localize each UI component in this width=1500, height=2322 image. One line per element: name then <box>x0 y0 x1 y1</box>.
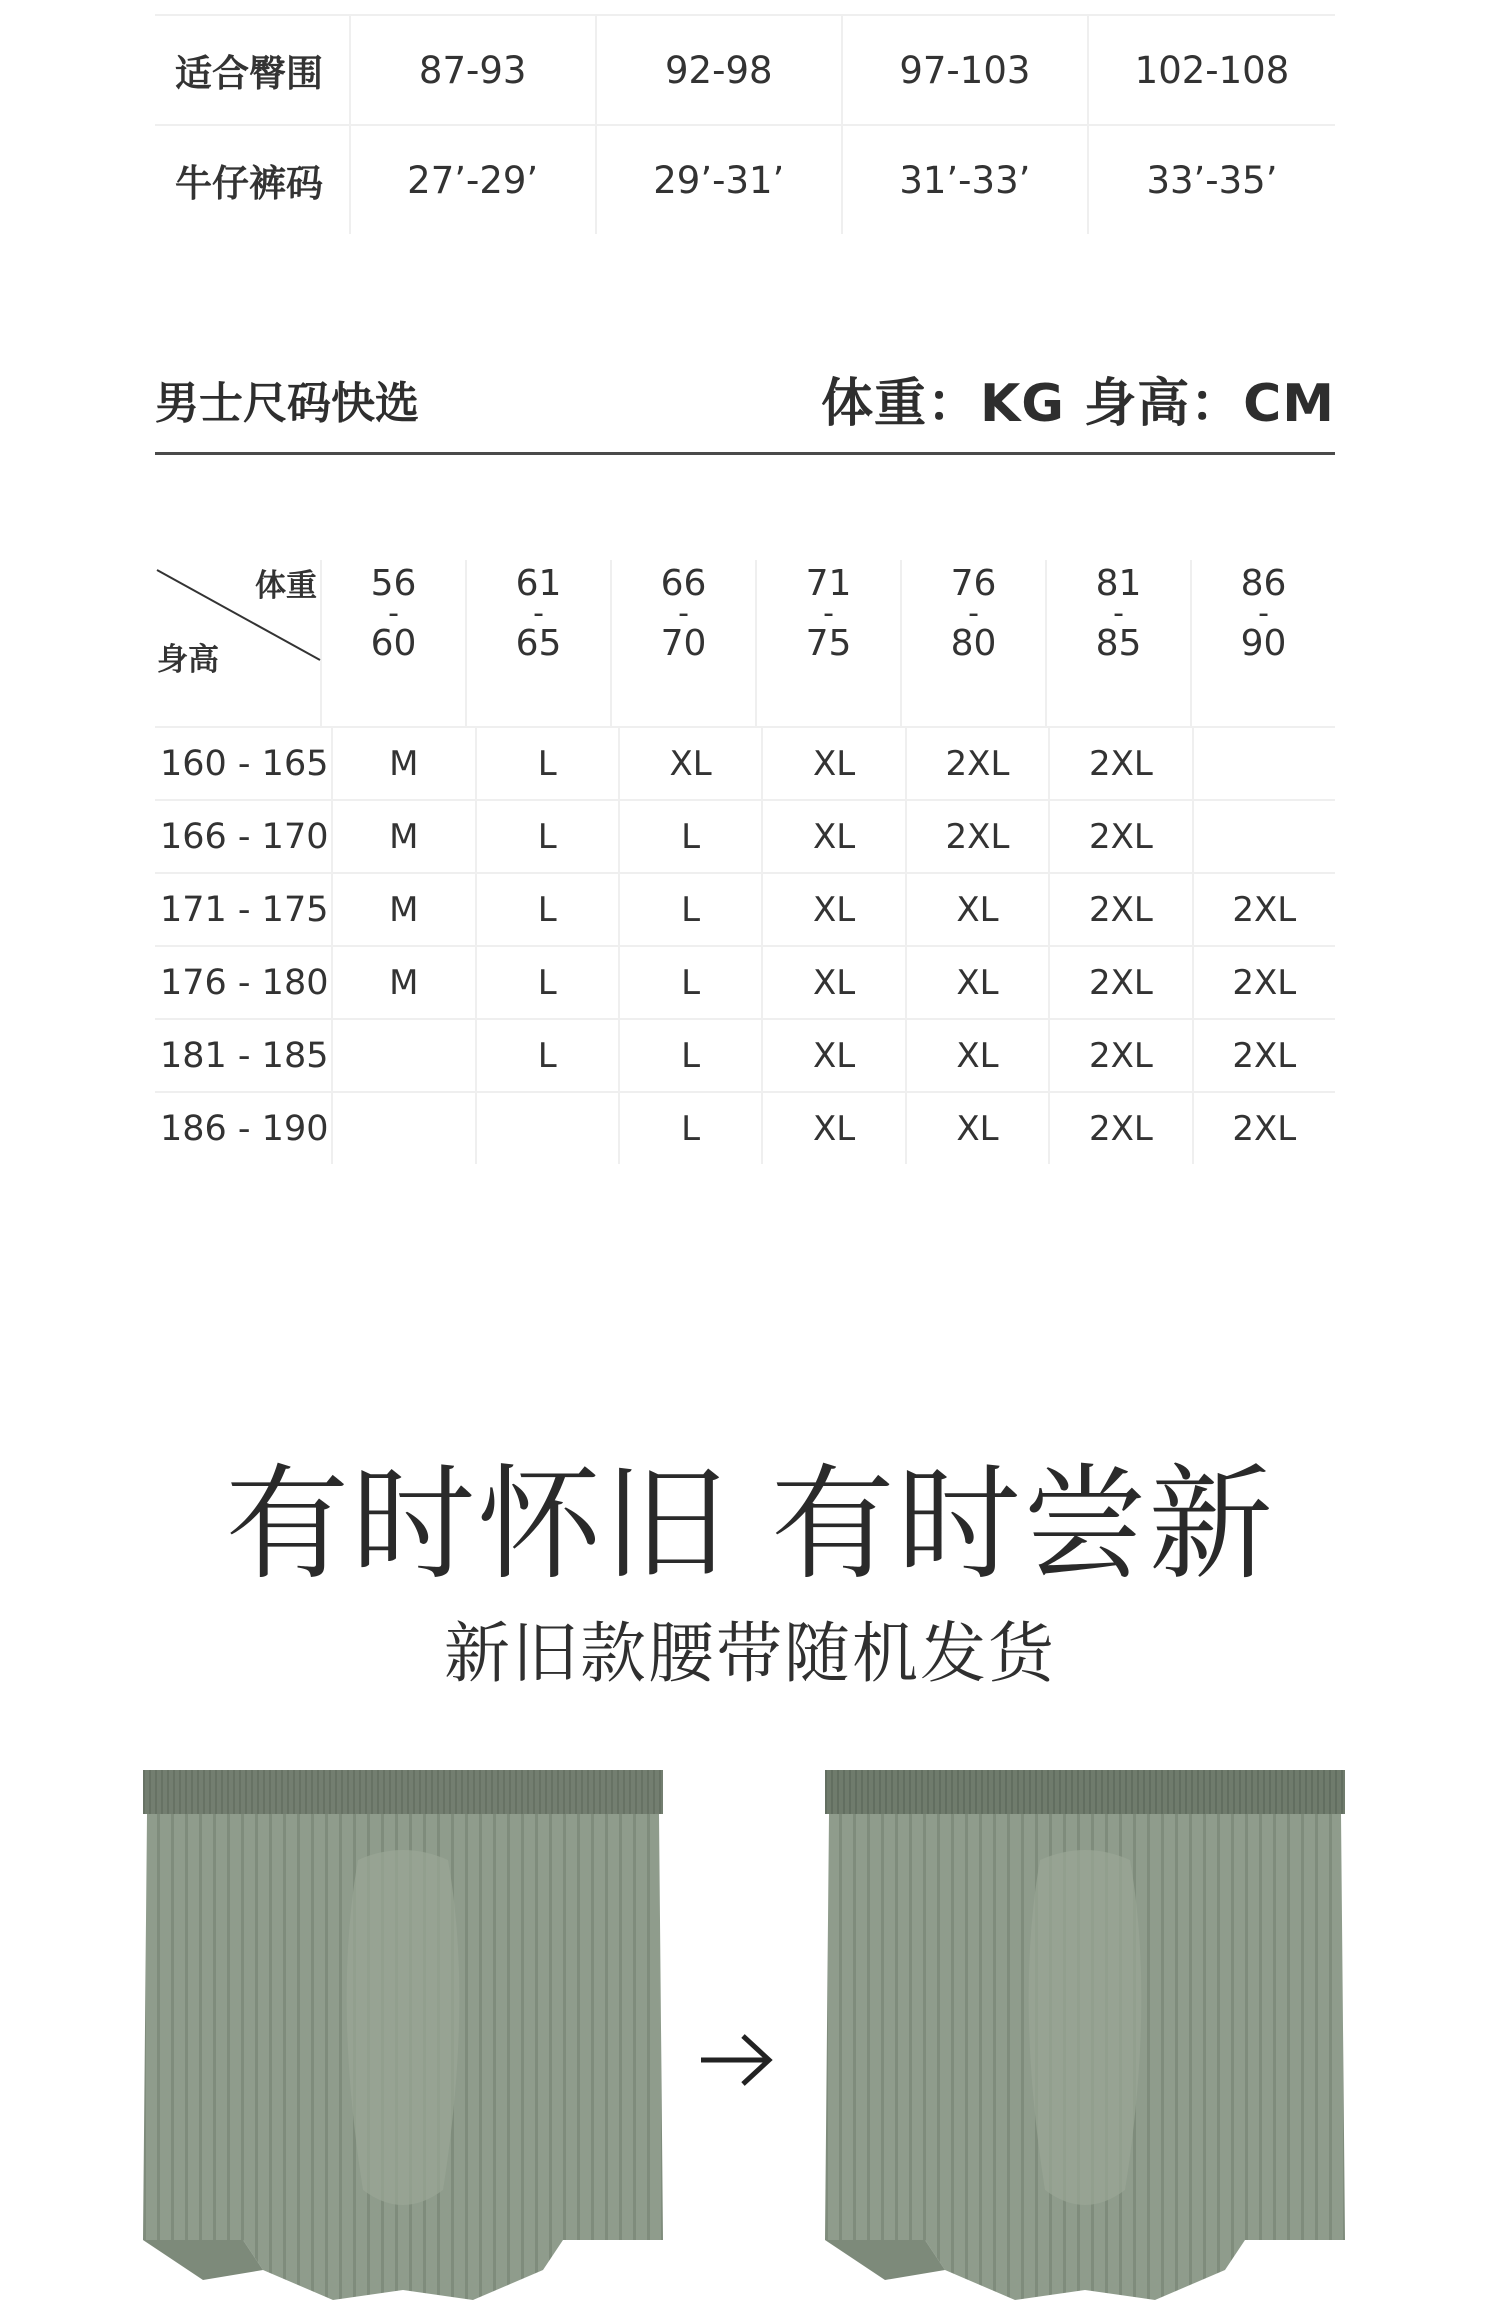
size-cell: M <box>331 728 474 799</box>
unit-legend: 体重：KG 身高：CM <box>821 374 1335 434</box>
weight-min: 86 <box>1240 563 1287 604</box>
matrix-header-row <box>155 560 1335 726</box>
weight-max: 80 <box>950 623 997 664</box>
weight-min: 66 <box>660 563 707 604</box>
matrix-body <box>155 726 1335 1164</box>
new-waistband-brief-image <box>825 1770 1345 2322</box>
size-matrix-row <box>155 1091 1335 1164</box>
size-matrix <box>155 560 1335 1164</box>
subheadline: 新旧款腰带随机发货 <box>444 1615 1056 1692</box>
size-cell: 2XL <box>1048 874 1191 945</box>
size-cell: M <box>331 801 474 872</box>
weight-columns <box>320 560 1335 726</box>
height-axis-label: 身高 <box>157 642 219 678</box>
size-cell: 2XL <box>1192 1020 1335 1091</box>
range-dash: - <box>388 596 399 631</box>
weight-min: 71 <box>805 563 852 604</box>
size-cell: 2XL <box>1048 1020 1191 1091</box>
row-label: 适合臀围 <box>175 52 323 95</box>
size-matrix-row <box>155 1018 1335 1091</box>
table-cell: 87-93 <box>349 16 595 124</box>
range-dash: - <box>533 596 544 631</box>
weight-range-header <box>610 560 755 726</box>
size-cell: L <box>618 1020 761 1091</box>
row-label: 牛仔裤码 <box>175 162 323 205</box>
size-cell: XL <box>761 1020 904 1091</box>
size-cell: XL <box>905 947 1048 1018</box>
size-cell: XL <box>905 874 1048 945</box>
range-dash: - <box>1113 596 1124 631</box>
table-cell: 31’-33’ <box>841 126 1087 234</box>
height-range-label: 186 - 190 <box>160 1108 329 1149</box>
range-dash: - <box>678 596 689 631</box>
weight-range-header <box>1190 560 1335 726</box>
table-cell: 92-98 <box>595 16 841 124</box>
weight-min: 56 <box>370 563 417 604</box>
size-cell: L <box>475 1020 618 1091</box>
size-cell <box>331 1093 474 1164</box>
size-cell: XL <box>761 874 904 945</box>
quick-pick-title: 男士尺码快选 <box>155 378 419 429</box>
size-cell: 2XL <box>1048 728 1191 799</box>
quick-pick-header <box>155 355 1335 455</box>
size-cell: 2XL <box>905 728 1048 799</box>
table-cell: 33’-35’ <box>1087 126 1335 234</box>
weight-max: 75 <box>805 623 852 664</box>
size-cell: XL <box>618 728 761 799</box>
weight-range-header <box>465 560 610 726</box>
weight-max: 65 <box>515 623 562 664</box>
size-cell: XL <box>761 728 904 799</box>
matrix-corner <box>155 560 320 726</box>
size-cell: 2XL <box>1192 947 1335 1018</box>
size-cell: 2XL <box>1048 947 1191 1018</box>
hip-row <box>155 14 1335 124</box>
size-cell: L <box>618 801 761 872</box>
height-range-label: 171 - 175 <box>160 889 329 930</box>
jeans-row <box>155 124 1335 234</box>
size-cell: L <box>618 1093 761 1164</box>
range-dash: - <box>1258 596 1269 631</box>
headline: 有时怀旧 有时尝新 <box>225 1453 1275 1597</box>
weight-max: 60 <box>370 623 417 664</box>
size-cell: 2XL <box>905 801 1048 872</box>
size-cell: XL <box>905 1093 1048 1164</box>
size-cell: 2XL <box>1048 801 1191 872</box>
weight-min: 61 <box>515 563 562 604</box>
weight-max: 70 <box>660 623 707 664</box>
size-cell: XL <box>761 947 904 1018</box>
size-cell: 2XL <box>1192 1093 1335 1164</box>
height-range-label: 176 - 180 <box>160 962 329 1003</box>
range-dash: - <box>968 596 979 631</box>
height-range-label: 166 - 170 <box>160 816 329 857</box>
size-cell: L <box>475 801 618 872</box>
size-cell: 2XL <box>1048 1093 1191 1164</box>
weight-range-header <box>1045 560 1190 726</box>
height-range-label: 160 - 165 <box>160 743 329 784</box>
weight-max: 90 <box>1240 623 1287 664</box>
size-cell: XL <box>761 801 904 872</box>
size-cell: XL <box>761 1093 904 1164</box>
hip-jeans-size-table <box>155 0 1335 234</box>
size-cell: M <box>331 874 474 945</box>
table-cell: 27’-29’ <box>349 126 595 234</box>
size-matrix-row <box>155 799 1335 872</box>
weight-range-header <box>320 560 465 726</box>
size-matrix-row <box>155 872 1335 945</box>
weight-axis-label: 体重 <box>255 568 317 604</box>
weight-min: 81 <box>1095 563 1142 604</box>
size-matrix-row <box>155 945 1335 1018</box>
weight-range-header <box>900 560 1045 726</box>
size-cell: L <box>475 947 618 1018</box>
size-cell: 2XL <box>1192 874 1335 945</box>
size-cell <box>1192 801 1335 872</box>
size-cell: XL <box>905 1020 1048 1091</box>
weight-max: 85 <box>1095 623 1142 664</box>
size-cell <box>331 1020 474 1091</box>
table-cell: 102-108 <box>1087 16 1335 124</box>
old-waistband-brief-image <box>143 1770 663 2322</box>
size-cell: L <box>618 947 761 1018</box>
weight-min: 76 <box>950 563 997 604</box>
right-arrow-icon <box>697 2030 777 2090</box>
size-cell <box>475 1093 618 1164</box>
table-cell: 29’-31’ <box>595 126 841 234</box>
size-cell <box>1192 728 1335 799</box>
range-dash: - <box>823 596 834 631</box>
size-cell: L <box>475 874 618 945</box>
size-cell: L <box>475 728 618 799</box>
size-cell: L <box>618 874 761 945</box>
weight-range-header <box>755 560 900 726</box>
size-matrix-row <box>155 726 1335 799</box>
height-range-label: 181 - 185 <box>160 1035 329 1076</box>
size-cell: M <box>331 947 474 1018</box>
table-cell: 97-103 <box>841 16 1087 124</box>
